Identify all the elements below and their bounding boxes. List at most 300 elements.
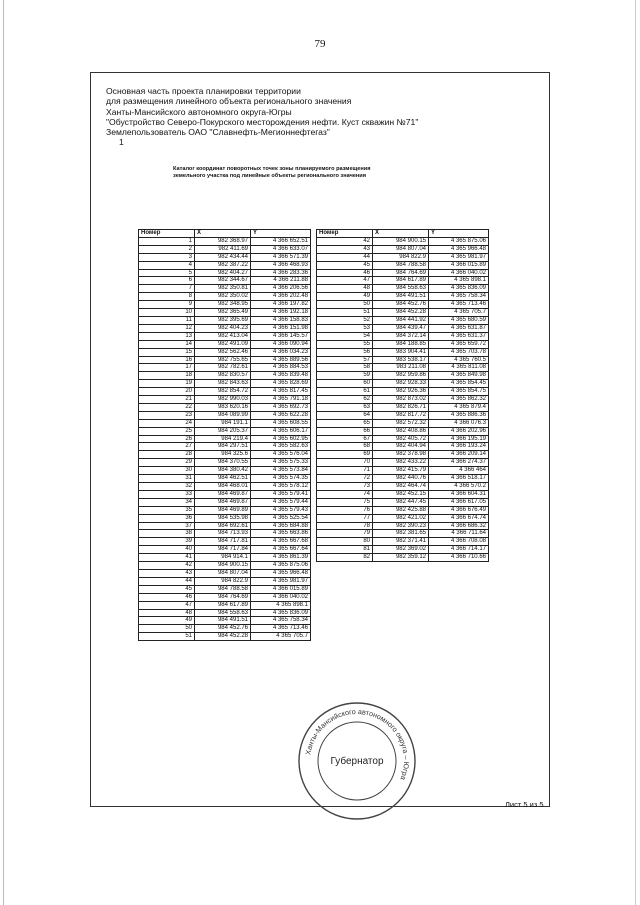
- cell-number: 36: [139, 514, 195, 522]
- cell-x: 982 440.76: [373, 475, 429, 483]
- catalog-title: [173, 166, 370, 180]
- table-row: [317, 356, 489, 364]
- table-row: [317, 522, 489, 530]
- cell-x: 982 413.04: [195, 332, 251, 340]
- cell-y: 4 365 854.75: [429, 388, 489, 396]
- cell-y: 4 365 705.7: [251, 633, 311, 641]
- cell-y: 4 365 705.7: [429, 309, 489, 317]
- cell-number: 62: [317, 396, 373, 404]
- cell-number: 75: [317, 498, 373, 506]
- cell-number: 72: [317, 475, 373, 483]
- cell-y: 4 365 576.04: [251, 451, 311, 459]
- cell-y: 4 366 034.23: [251, 348, 311, 356]
- cell-y: 4 365 886.36: [429, 411, 489, 419]
- cell-y: 4 366 158.83: [251, 316, 311, 324]
- cell-number: 7: [139, 285, 195, 293]
- cell-x: 982 405.72: [373, 435, 429, 443]
- table-row: [317, 253, 489, 261]
- cell-number: 49: [139, 617, 195, 625]
- cell-x: 982 990.03: [195, 396, 251, 404]
- table-row: [139, 483, 311, 491]
- cell-y: 4 365 758.34: [251, 617, 311, 625]
- table-row: [139, 443, 311, 451]
- cell-number: 39: [139, 538, 195, 546]
- table-row: [317, 538, 489, 546]
- cell-x: 982 421.02: [373, 514, 429, 522]
- table-row: [317, 419, 489, 427]
- cell-x: 982 404.94: [373, 443, 429, 451]
- cell-number: 58: [317, 364, 373, 372]
- cell-number: 49: [317, 293, 373, 301]
- cell-y: 4 365 602.95: [251, 435, 311, 443]
- cell-x: 982 854.72: [195, 388, 251, 396]
- cell-y: 4 366 571.39: [251, 253, 311, 261]
- table-row: [139, 419, 311, 427]
- cell-y: 4 365 875.06: [251, 562, 311, 570]
- cell-number: 65: [317, 419, 373, 427]
- table-row: [317, 459, 489, 467]
- table-row: [139, 332, 311, 340]
- cell-x: 984 764.69: [195, 593, 251, 601]
- cell-number: 21: [139, 396, 195, 404]
- cell-y: 4 365 667.64: [251, 546, 311, 554]
- cell-y: 4 365 861.39: [251, 554, 311, 562]
- cell-y: 4 366 604.31: [429, 490, 489, 498]
- table-row: [139, 237, 311, 245]
- cell-number: 33: [139, 490, 195, 498]
- cell-y: 4 366 711.64: [429, 530, 489, 538]
- cell-number: 45: [317, 261, 373, 269]
- cell-number: 11: [139, 316, 195, 324]
- table-row: [317, 301, 489, 309]
- table-row: [139, 617, 311, 625]
- cell-number: 19: [139, 380, 195, 388]
- cell-x: 984 807.04: [373, 245, 429, 253]
- cell-x: 982 404.23: [195, 324, 251, 332]
- cell-x: 982 562.46: [195, 348, 251, 356]
- cell-x: 983 211.08: [373, 364, 429, 372]
- cell-number: 8: [139, 293, 195, 301]
- cell-x: 984 491.51: [373, 293, 429, 301]
- cell-number: 47: [317, 277, 373, 285]
- cell-y: 4 365 791.18: [251, 396, 311, 404]
- cell-x: 984 713.93: [195, 530, 251, 538]
- cell-number: 46: [317, 269, 373, 277]
- cell-number: 10: [139, 309, 195, 317]
- cell-x: 982 447.45: [373, 498, 429, 506]
- cell-y: 4 365 663.86: [251, 530, 311, 538]
- cell-number: 53: [317, 324, 373, 332]
- cell-y: 4 365 579.44: [251, 498, 311, 506]
- cell-number: 18: [139, 372, 195, 380]
- table-row: [317, 498, 489, 506]
- cell-x: 984 452.76: [373, 301, 429, 309]
- cell-number: 43: [139, 569, 195, 577]
- coordinates-table-left: [138, 229, 311, 641]
- cell-x: 984 439.47: [373, 324, 429, 332]
- cell-number: 14: [139, 340, 195, 348]
- cell-y: 4 366 714.17: [429, 546, 489, 554]
- cell-x: 982 359.12: [373, 554, 429, 562]
- table-row: [317, 388, 489, 396]
- table-row: [317, 506, 489, 514]
- table-row: [317, 237, 489, 245]
- cell-x: 984 764.69: [373, 269, 429, 277]
- cell-number: 25: [139, 427, 195, 435]
- table-row: [139, 522, 311, 530]
- cell-number: 50: [139, 625, 195, 633]
- cell-x: 984 452.76: [195, 625, 251, 633]
- cell-number: 17: [139, 364, 195, 372]
- cell-number: 4: [139, 261, 195, 269]
- cell-number: 51: [317, 309, 373, 317]
- table-row: [139, 562, 311, 570]
- cell-number: 9: [139, 301, 195, 309]
- catalog-title-line: Каталог координат поворотных точек зоны планируемого размещения: [173, 166, 371, 172]
- governor-seal: [296, 700, 418, 822]
- cell-number: 50: [317, 301, 373, 309]
- cell-x: 982 843.63: [195, 380, 251, 388]
- cell-x: 982 817.72: [373, 411, 429, 419]
- cell-x: 984 788.58: [373, 261, 429, 269]
- cell-y: 4 366 040.02: [251, 593, 311, 601]
- column-header-x: X: [195, 230, 251, 238]
- table-row: [139, 625, 311, 633]
- cell-number: 80: [317, 538, 373, 546]
- header-line: 1: [119, 137, 124, 148]
- cell-x: 982 572.32: [373, 419, 429, 427]
- cell-y: 4 366 202.96: [429, 427, 489, 435]
- cell-x: 984 372.14: [373, 332, 429, 340]
- column-header-number: Номер: [317, 230, 373, 238]
- cell-y: 4 366 710.66: [429, 554, 489, 562]
- cell-x: 984 469.87: [195, 490, 251, 498]
- table-row: [139, 277, 311, 285]
- table-row: [139, 498, 311, 506]
- table-row: [139, 245, 311, 253]
- cell-y: 4 365 713.46: [251, 625, 311, 633]
- table-row: [317, 514, 489, 522]
- cell-y: 4 365 582.63: [251, 443, 311, 451]
- cell-y: 4 365 811.08: [429, 364, 489, 372]
- table-row: [317, 467, 489, 475]
- table-row: [139, 546, 311, 554]
- cell-x: 982 348.95: [195, 301, 251, 309]
- table-header-row: [139, 230, 311, 238]
- cell-x: 984 462.51: [195, 475, 251, 483]
- table-row: [317, 403, 489, 411]
- cell-y: 4 366 211.88: [251, 277, 311, 285]
- cell-y: 4 366 076.3: [429, 419, 489, 427]
- table-row: [317, 277, 489, 285]
- header-line: Ханты-Мансийского автономного округа-Югры: [106, 106, 292, 117]
- cell-number: 13: [139, 332, 195, 340]
- cell-y: 4 365 667.68: [251, 538, 311, 546]
- cell-number: 23: [139, 411, 195, 419]
- cell-y: 4 366 652.51: [251, 237, 311, 245]
- cell-y: 4 365 579.41: [251, 490, 311, 498]
- cell-y: 4 365 879.4: [429, 403, 489, 411]
- cell-x: 984 558.63: [195, 609, 251, 617]
- cell-x: 982 826.71: [373, 403, 429, 411]
- cell-number: 41: [139, 554, 195, 562]
- table-row: [317, 475, 489, 483]
- cell-x: 984 188.85: [373, 340, 429, 348]
- table-row: [317, 490, 489, 498]
- cell-number: 29: [139, 459, 195, 467]
- table-row: [139, 348, 311, 356]
- cell-number: 70: [317, 459, 373, 467]
- table-row: [317, 396, 489, 404]
- table-row: [317, 427, 489, 435]
- cell-y: 4 366 518.17: [429, 475, 489, 483]
- cell-x: 982 381.65: [373, 530, 429, 538]
- cell-x: 982 378.98: [373, 451, 429, 459]
- cell-x: 982 368.97: [195, 237, 251, 245]
- cell-y: 4 365 713.46: [429, 301, 489, 309]
- table-row: [139, 309, 311, 317]
- cell-x: 982 928.33: [373, 380, 429, 388]
- sheet-label: Лист 5 из 5: [505, 800, 544, 809]
- cell-x: 982 415.79: [373, 467, 429, 475]
- table-row: [139, 340, 311, 348]
- header-line: "Обустройство Северо-Покурского месторождения нефти. Куст скважин №71": [106, 116, 419, 127]
- cell-y: 4 366 015.89: [251, 585, 311, 593]
- cell-number: 31: [139, 475, 195, 483]
- cell-number: 46: [139, 593, 195, 601]
- cell-number: 68: [317, 443, 373, 451]
- cell-number: 45: [139, 585, 195, 593]
- cell-number: 16: [139, 356, 195, 364]
- cell-number: 34: [139, 498, 195, 506]
- table-row: [139, 427, 311, 435]
- cell-y: 4 366 464: [429, 467, 489, 475]
- cell-number: 82: [317, 554, 373, 562]
- table-row: [139, 324, 311, 332]
- cell-x: 984 370.55: [195, 459, 251, 467]
- cell-x: 982 782.61: [195, 364, 251, 372]
- scan-edge-left: [3, 0, 4, 905]
- table-row: [317, 443, 489, 451]
- cell-x: 984 191.1: [195, 419, 251, 427]
- cell-x: 982 411.69: [195, 245, 251, 253]
- cell-number: 64: [317, 411, 373, 419]
- table-row: [139, 364, 311, 372]
- cell-number: 69: [317, 451, 373, 459]
- table-row: [139, 601, 311, 609]
- cell-x: 982 365.49: [195, 309, 251, 317]
- table-row: [317, 340, 489, 348]
- cell-number: 32: [139, 483, 195, 491]
- seal-ring-text: Ханты-Мансийского автономного округа – Югра: [303, 706, 412, 782]
- cell-y: 4 365 578.12: [251, 483, 311, 491]
- cell-number: 37: [139, 522, 195, 530]
- cell-number: 81: [317, 546, 373, 554]
- cell-number: 5: [139, 269, 195, 277]
- cell-number: 2: [139, 245, 195, 253]
- catalog-title-line: земельного участка под линейные объекты регионального значения: [173, 173, 367, 179]
- cell-y: 4 365 573.84: [251, 467, 311, 475]
- cell-x: 982 371.41: [373, 538, 429, 546]
- cell-x: 982 404.27: [195, 269, 251, 277]
- cell-y: 4 365 608.55: [251, 419, 311, 427]
- table-row: [317, 554, 489, 562]
- cell-number: 74: [317, 490, 373, 498]
- table-row: [317, 348, 489, 356]
- table-row: [139, 585, 311, 593]
- table-row: [139, 490, 311, 498]
- table-row: [139, 554, 311, 562]
- cell-number: 54: [317, 332, 373, 340]
- table-row: [139, 538, 311, 546]
- table-row: [317, 293, 489, 301]
- cell-x: 984 822.9: [373, 253, 429, 261]
- cell-y: 4 366 197.82: [251, 301, 311, 309]
- cell-number: 35: [139, 506, 195, 514]
- cell-number: 61: [317, 388, 373, 396]
- cell-x: 982 959.86: [373, 372, 429, 380]
- table-row: [317, 364, 489, 372]
- cell-y: 4 365 966.48: [251, 569, 311, 577]
- cell-x: 984 692.61: [195, 522, 251, 530]
- cell-y: 4 365 828.69: [251, 380, 311, 388]
- cell-y: 4 365 981.97: [429, 253, 489, 261]
- cell-number: 57: [317, 356, 373, 364]
- header-line: для размещения линейного объекта регионального значения: [106, 96, 352, 107]
- cell-y: 4 365 884.53: [251, 364, 311, 372]
- header-line: Землепользователь ОАО "Славнефть-Мегионнефтегаз": [106, 127, 330, 138]
- scan-edge-right: [635, 0, 636, 905]
- cell-number: 79: [317, 530, 373, 538]
- cell-y: 4 366 283.36: [251, 269, 311, 277]
- cell-number: 52: [317, 316, 373, 324]
- table-row: [139, 514, 311, 522]
- table-row: [317, 269, 489, 277]
- column-header-x: X: [373, 230, 429, 238]
- cell-y: 4 366 015.89: [429, 261, 489, 269]
- cell-y: 4 365 659.72: [429, 340, 489, 348]
- header-line: Основная часть проекта планировки территории: [106, 86, 301, 96]
- table-row: [139, 569, 311, 577]
- table-row: [139, 451, 311, 459]
- cell-number: 6: [139, 277, 195, 285]
- page-number: 79: [314, 38, 326, 50]
- cell-y: 4 365 606.17: [251, 427, 311, 435]
- cell-number: 77: [317, 514, 373, 522]
- column-header-y: Y: [429, 230, 489, 238]
- table-row: [317, 451, 489, 459]
- cell-x: 982 390.23: [373, 522, 429, 530]
- table-row: [139, 577, 311, 585]
- table-row: [139, 261, 311, 269]
- cell-number: 51: [139, 633, 195, 641]
- table-row: [139, 411, 311, 419]
- cell-number: 71: [317, 467, 373, 475]
- table-row: [139, 293, 311, 301]
- cell-y: 4 365 817.45: [251, 388, 311, 396]
- table-row: [139, 253, 311, 261]
- table-row: [317, 245, 489, 253]
- cell-x: 984 297.51: [195, 443, 251, 451]
- cell-y: 4 365 854.45: [429, 380, 489, 388]
- cell-x: 982 926.36: [373, 388, 429, 396]
- table-row: [139, 403, 311, 411]
- cell-number: 59: [317, 372, 373, 380]
- cell-y: 4 366 040.02: [429, 269, 489, 277]
- table-row: [317, 483, 489, 491]
- cell-x: 984 900.15: [195, 562, 251, 570]
- cell-y: 4 365 575.33: [251, 459, 311, 467]
- cell-x: 984 491.51: [195, 617, 251, 625]
- cell-y: 4 366 468.93: [251, 261, 311, 269]
- cell-number: 76: [317, 506, 373, 514]
- cell-x: 984 822.9: [195, 577, 251, 585]
- cell-x: 984 807.04: [195, 569, 251, 577]
- cell-y: 4 365 862.32: [429, 396, 489, 404]
- column-header-y: Y: [251, 230, 311, 238]
- cell-x: 984 468.01: [195, 483, 251, 491]
- cell-x: 982 425.88: [373, 506, 429, 514]
- cell-y: 4 365 966.48: [429, 245, 489, 253]
- cell-y: 4 365 703.78: [429, 348, 489, 356]
- table-row: [139, 475, 311, 483]
- cell-x: 983 904.41: [373, 348, 429, 356]
- cell-number: 15: [139, 348, 195, 356]
- table-row: [139, 593, 311, 601]
- cell-x: 983 538.17: [373, 356, 429, 364]
- table-row: [139, 301, 311, 309]
- cell-y: 4 366 195.19: [429, 435, 489, 443]
- cell-y: 4 365 836.09: [251, 609, 311, 617]
- column-header-number: Номер: [139, 230, 195, 238]
- table-row: [139, 372, 311, 380]
- table-row: [139, 530, 311, 538]
- cell-x: 984 089.99: [195, 411, 251, 419]
- table-row: [139, 285, 311, 293]
- table-row: [317, 324, 489, 332]
- table-row: [317, 285, 489, 293]
- cell-number: 27: [139, 443, 195, 451]
- cell-y: 4 365 760.5: [429, 356, 489, 364]
- table-row: [317, 261, 489, 269]
- cell-x: 982 491.09: [195, 340, 251, 348]
- coordinates-table-right: [316, 229, 489, 562]
- cell-number: 1: [139, 237, 195, 245]
- cell-number: 44: [317, 253, 373, 261]
- cell-y: 4 366 676.49: [429, 506, 489, 514]
- cell-x: 984 900.15: [373, 237, 429, 245]
- cell-x: 982 830.57: [195, 372, 251, 380]
- cell-y: 4 365 889.56: [251, 356, 311, 364]
- cell-number: 42: [139, 562, 195, 570]
- cell-number: 67: [317, 435, 373, 443]
- cell-x: 982 873.02: [373, 396, 429, 404]
- table-row: [317, 332, 489, 340]
- table-row: [139, 388, 311, 396]
- cell-x: 982 452.15: [373, 490, 429, 498]
- cell-x: 984 469.89: [195, 506, 251, 514]
- cell-x: 984 535.98: [195, 514, 251, 522]
- cell-x: 982 350.81: [195, 285, 251, 293]
- cell-y: 4 365 525.54: [251, 514, 311, 522]
- cell-x: 984 219.4: [195, 435, 251, 443]
- document-header: [106, 86, 418, 148]
- cell-x: 984 205.37: [195, 427, 251, 435]
- cell-x: 982 395.69: [195, 316, 251, 324]
- table-row: [139, 459, 311, 467]
- cell-number: 38: [139, 530, 195, 538]
- cell-y: 4 366 192.18: [251, 309, 311, 317]
